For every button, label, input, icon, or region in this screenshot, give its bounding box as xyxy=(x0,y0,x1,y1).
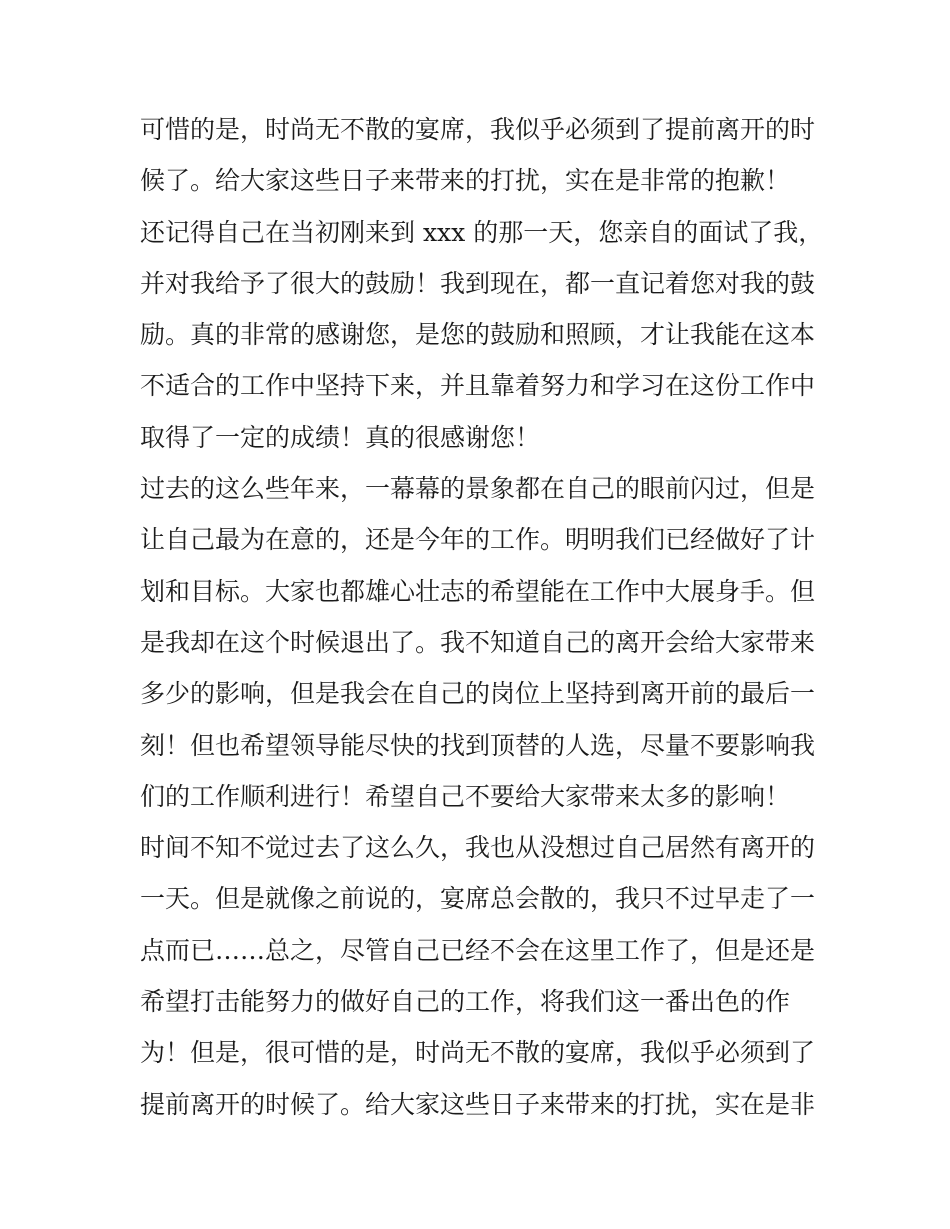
text-line: 希望打击能努力的做好自己的工作，将我们这一番出色的作 xyxy=(140,987,791,1017)
text-line: 多少的影响，但是我会在自己的岗位上坚持到离开前的最后一 xyxy=(140,679,816,709)
text-line: 刻！但也希望领导能尽快的找到顶替的人选，尽量不要影响我 xyxy=(140,730,816,760)
text-line: 点而已……总之，尽管自己已经不会在这里工作了，但是还是 xyxy=(140,935,816,965)
text-line: 划和目标。大家也都雄心壮志的希望能在工作中大展身手。但 xyxy=(140,576,816,606)
text-line: 们的工作顺利进行！希望自己不要给大家带来太多的影响！ xyxy=(140,781,791,811)
text-line: 让自己最为在意的，还是今年的工作。明明我们已经做好了计 xyxy=(140,525,816,555)
text-line: 是我却在这个时候退出了。我不知道自己的离开会给大家带来 xyxy=(140,627,816,657)
text-line: 还记得自己在当初刚来到 xxx 的那一天，您亲自的面试了我， xyxy=(140,217,824,247)
text-line: 并对我给予了很大的鼓励！我到现在，都一直记着您对我的鼓 xyxy=(140,268,816,298)
text-line: 励。真的非常的感谢您，是您的鼓励和照顾，才让我能在这本 xyxy=(140,320,816,350)
text-line: 为！但是，很可惜的是，时尚无不散的宴席，我似乎必须到了 xyxy=(140,1038,816,1068)
text-line: 时间不知不觉过去了这么久，我也从没想过自己居然有离开的 xyxy=(140,833,816,863)
text-line: 可惜的是，时尚无不散的宴席，我似乎必须到了提前离开的时 xyxy=(140,115,816,144)
text-line: 取得了一定的成绩！真的很感谢您！ xyxy=(140,422,541,452)
text-line: 过去的这么些年来，一幕幕的景象都在自己的眼前闪过，但是 xyxy=(140,474,816,504)
text-line: 提前离开的时候了。给大家这些日子来带来的打扰，实在是非 xyxy=(140,1089,816,1119)
text-line: 一天。但是就像之前说的，宴席总会散的，我只不过早走了一 xyxy=(140,884,816,914)
text-line: 不适合的工作中坚持下来，并且靠着努力和学习在这份工作中 xyxy=(140,371,816,401)
text-line: 候了。给大家这些日子来带来的打扰，实在是非常的抱歉！ xyxy=(140,166,791,196)
body-text xyxy=(140,104,824,1130)
